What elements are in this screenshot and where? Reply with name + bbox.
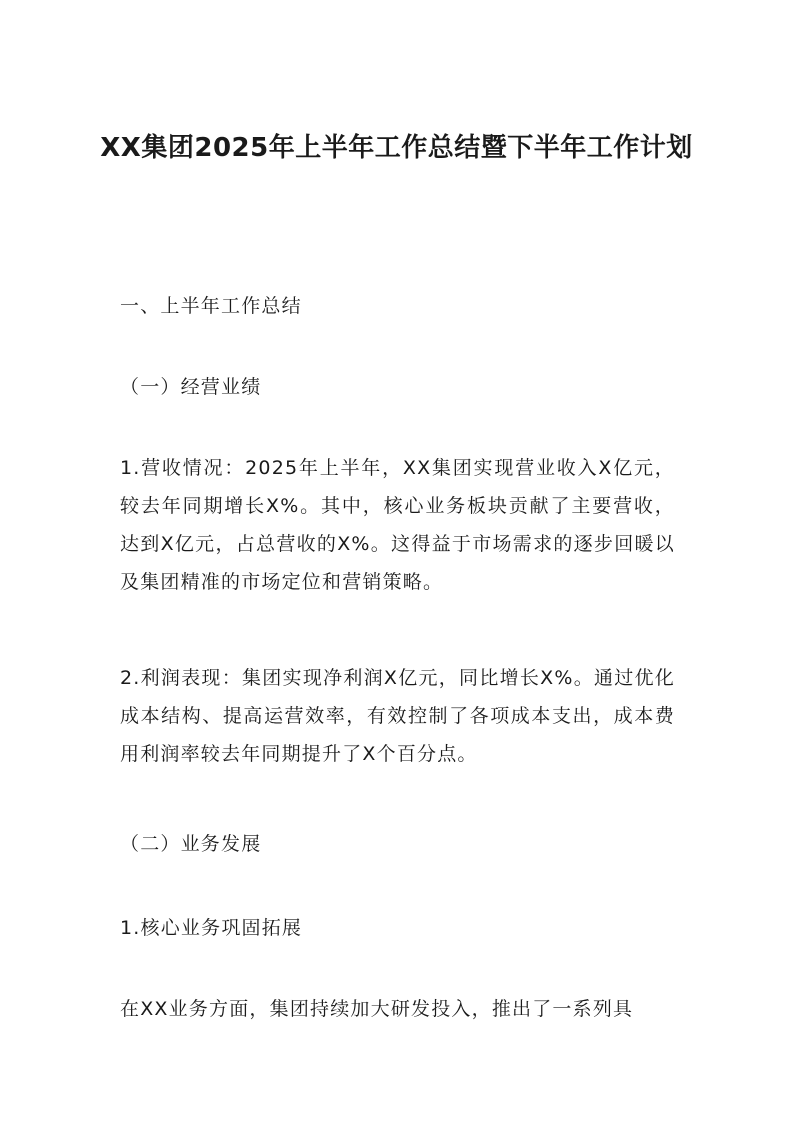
subsection-heading-business-development: （二）业务发展	[120, 833, 262, 855]
paragraph-profit: 2.利润表现：集团实现净利润X亿元，同比增长X%。通过优化成本结构、提高运营效率，有效控制了各项成本支出，成本费用利润率较去年同期提升了X个百分点。	[120, 667, 675, 765]
item-heading-core-business: 1.核心业务巩固拓展	[120, 917, 303, 939]
document-title: XX集团2025年上半年工作总结暨下半年工作计划	[100, 133, 693, 163]
paragraph-revenue: 1.营收情况：2025年上半年，XX集团实现营业收入X亿元，较去年同期增长X%。其中，核心业务板块贡献了主要营收，达到X亿元，占总营收的X%。这得益于市场需求的逐步回暖以及集团精准的市场定位和营销策略。	[120, 457, 675, 593]
subsection-heading-operating-results: （一）经营业绩	[120, 376, 262, 398]
paragraph-business: 在XX业务方面，集团持续加大研发投入，推出了一系列具	[120, 998, 634, 1020]
section-heading-first-half-summary: 一、上半年工作总结	[120, 295, 302, 317]
